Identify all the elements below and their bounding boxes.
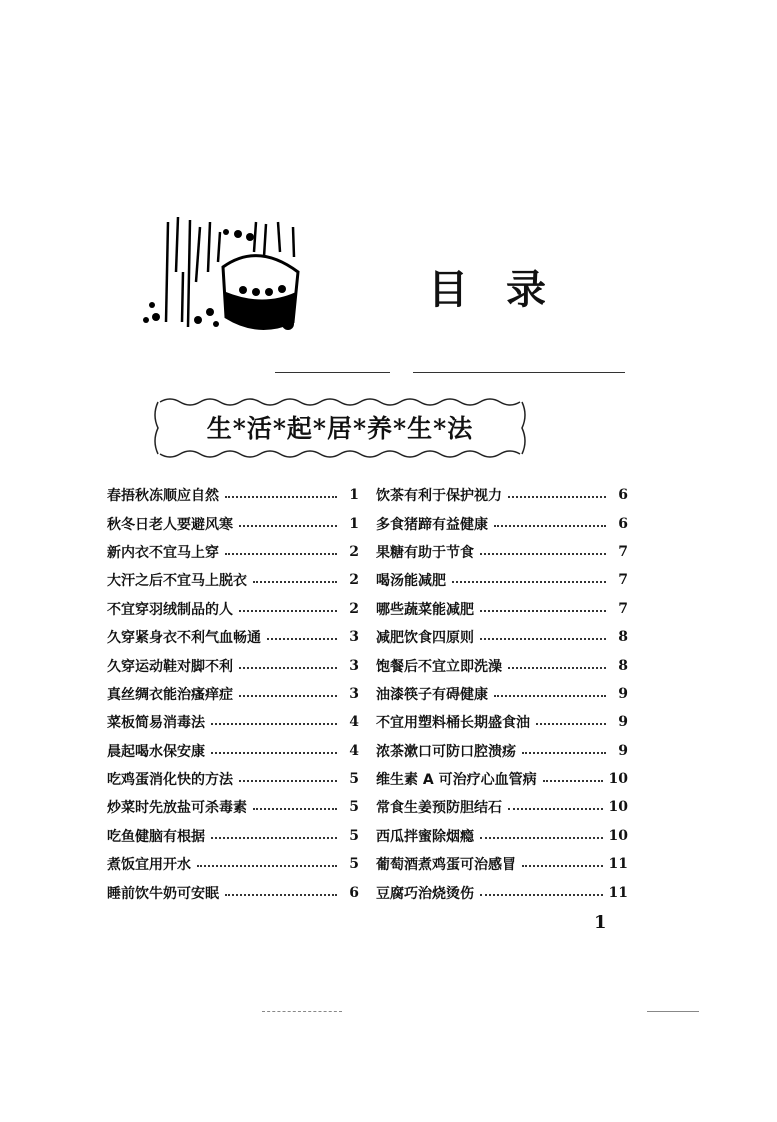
toc-entry-page: 10 <box>608 827 628 844</box>
toc-entry-title: 春捂秋冻顺应自然 <box>107 488 219 505</box>
page-number: 1 <box>594 912 607 933</box>
dot-leader <box>253 581 337 583</box>
toc-entry-page: 4 <box>349 742 359 759</box>
dot-leader <box>508 808 603 810</box>
toc-entry[interactable] <box>376 566 628 594</box>
toc-entry-title: 哪些蔬菜能减肥 <box>376 601 474 618</box>
divider <box>275 372 390 373</box>
toc-entry-title: 减肥饮食四原则 <box>376 630 474 647</box>
toc-entry[interactable] <box>107 765 359 793</box>
dot-leader <box>480 837 603 839</box>
dot-leader <box>211 752 337 754</box>
toc-entry[interactable] <box>107 822 359 850</box>
toc-entry-page: 11 <box>608 884 628 901</box>
toc-entry-page: 9 <box>618 714 628 731</box>
toc-entry-title: 常食生姜预防胆结石 <box>376 800 502 817</box>
toc-entry[interactable] <box>376 737 628 765</box>
toc-entry-page: 2 <box>349 543 359 560</box>
toc-entry-title: 真丝绸衣能治瘙痒症 <box>107 686 233 703</box>
dot-leader <box>225 894 337 896</box>
toc-entry-page: 10 <box>608 771 628 788</box>
toc-entry[interactable] <box>107 708 359 736</box>
toc-entry[interactable] <box>376 538 628 566</box>
section-banner <box>150 390 530 464</box>
dot-leader <box>239 525 337 527</box>
toc-entry-page: 3 <box>349 685 359 702</box>
toc-entry-page: 3 <box>349 657 359 674</box>
toc-entry-page: 10 <box>608 799 628 816</box>
toc-entry-title: 吃鸡蛋消化快的方法 <box>107 772 233 789</box>
toc-entry[interactable] <box>107 878 359 906</box>
toc-entry-title: 西瓜拌蜜除烟瘾 <box>376 828 474 845</box>
toc-entry[interactable] <box>376 651 628 679</box>
toc-entry-page: 5 <box>349 771 359 788</box>
toc-entry-page: 4 <box>349 714 359 731</box>
toc-entry-title: 吃鱼健脑有根据 <box>107 828 205 845</box>
toc-entry-title: 炒菜时先放盐可杀毒素 <box>107 800 247 817</box>
toc-entry-page: 7 <box>618 600 628 617</box>
dot-leader <box>508 496 606 498</box>
toc-entry-page: 6 <box>618 515 628 532</box>
toc-entry-title: 不宜穿羽绒制品的人 <box>107 601 233 618</box>
toc-entry-page: 2 <box>349 572 359 589</box>
toc-entry-page: 6 <box>349 884 359 901</box>
toc-entry-page: 1 <box>349 487 359 504</box>
toc-entry[interactable] <box>107 481 359 509</box>
toc-entry[interactable] <box>376 481 628 509</box>
toc-entry-title: 葡萄酒煮鸡蛋可治感冒 <box>376 857 516 874</box>
decorative-illustration <box>138 212 308 342</box>
toc-entry-title: 饱餐后不宜立即洗澡 <box>376 658 502 675</box>
dot-leader <box>211 837 337 839</box>
toc-entry[interactable] <box>376 822 628 850</box>
dot-leader <box>211 723 337 725</box>
toc-entry[interactable] <box>107 651 359 679</box>
divider <box>413 372 625 373</box>
toc-entry-title: 大汗之后不宜马上脱衣 <box>107 573 247 590</box>
toc-entry-page: 8 <box>618 657 628 674</box>
section-heading: 生*活*起*居*养*生*法 <box>206 414 474 443</box>
dot-leader <box>536 723 606 725</box>
dot-leader <box>494 695 606 697</box>
toc-entry[interactable] <box>107 509 359 537</box>
toc-entry-title: 新内衣不宜马上穿 <box>107 544 219 561</box>
dot-leader <box>543 780 603 782</box>
page-title: 目录 <box>428 267 584 313</box>
dot-leader <box>494 525 606 527</box>
toc-entry[interactable] <box>107 566 359 594</box>
toc-entry[interactable] <box>107 793 359 821</box>
dot-leader <box>480 894 603 896</box>
dot-leader <box>253 808 337 810</box>
dot-leader <box>522 865 603 867</box>
dot-leader <box>225 496 337 498</box>
scan-artifact <box>262 1011 342 1012</box>
dot-leader <box>480 610 606 612</box>
scan-artifact <box>647 1011 699 1012</box>
toc-left-column <box>107 481 359 907</box>
toc-entry[interactable] <box>107 680 359 708</box>
dot-leader <box>239 695 337 697</box>
toc-entry-title: 豆腐巧治烧烫伤 <box>376 885 474 902</box>
toc-entry-page: 9 <box>618 685 628 702</box>
toc-entry-title: 浓茶漱口可防口腔溃疡 <box>376 743 516 760</box>
dot-leader <box>508 667 606 669</box>
toc-entry-page: 5 <box>349 827 359 844</box>
toc-entry[interactable] <box>376 595 628 623</box>
toc-entry-page: 5 <box>349 799 359 816</box>
toc-entry-title: 睡前饮牛奶可安眠 <box>107 885 219 902</box>
dot-leader <box>267 638 337 640</box>
toc-entry[interactable] <box>107 737 359 765</box>
toc-entry[interactable] <box>107 538 359 566</box>
dot-leader <box>480 638 606 640</box>
toc-entry-title: 久穿紧身衣不利气血畅通 <box>107 630 261 647</box>
dot-leader <box>239 610 337 612</box>
toc-entry-page: 8 <box>618 629 628 646</box>
toc-entry-title: 秋冬日老人要避风寒 <box>107 516 233 533</box>
toc-entry-title: 果糖有助于节食 <box>376 544 474 561</box>
dot-leader <box>225 553 337 555</box>
toc-entry[interactable] <box>376 623 628 651</box>
toc-entry-title: 饮茶有利于保护视力 <box>376 488 502 505</box>
toc-right-column <box>376 481 628 907</box>
toc-entry[interactable] <box>376 708 628 736</box>
toc-entry-title: 煮饭宜用开水 <box>107 857 191 874</box>
toc-entry[interactable] <box>376 850 628 878</box>
toc-entry-page: 6 <box>618 487 628 504</box>
toc-entry-title: 菜板简易消毒法 <box>107 715 205 732</box>
toc-entry-page: 2 <box>349 600 359 617</box>
toc-entry-page: 1 <box>349 515 359 532</box>
toc-entry[interactable] <box>376 509 628 537</box>
dot-leader <box>522 752 606 754</box>
toc-entry-page: 11 <box>608 856 628 873</box>
toc-entry[interactable] <box>107 623 359 651</box>
toc-entry[interactable] <box>107 850 359 878</box>
toc-entry-title: 多食猪蹄有益健康 <box>376 516 488 533</box>
toc-entry-title: 维生素 A 可治疗心血管病 <box>376 772 537 789</box>
toc-entry-title: 不宜用塑料桶长期盛食油 <box>376 715 530 732</box>
toc-entry[interactable] <box>107 595 359 623</box>
dot-leader <box>452 581 606 583</box>
toc-entry-title: 久穿运动鞋对脚不利 <box>107 658 233 675</box>
dot-leader <box>197 865 337 867</box>
toc-entry-page: 9 <box>618 742 628 759</box>
toc-entry-page: 5 <box>349 856 359 873</box>
toc-entry[interactable] <box>376 878 628 906</box>
toc-entry-page: 7 <box>618 543 628 560</box>
toc-entry-page: 3 <box>349 629 359 646</box>
dot-leader <box>239 780 337 782</box>
toc-entry-title: 油漆筷子有碍健康 <box>376 686 488 703</box>
dot-leader <box>480 553 606 555</box>
toc-entry-page: 7 <box>618 572 628 589</box>
toc-entry-title: 喝汤能减肥 <box>376 573 446 590</box>
toc-entry[interactable] <box>376 793 628 821</box>
toc-entry-title: 晨起喝水保安康 <box>107 743 205 760</box>
dot-leader <box>239 667 337 669</box>
toc-entry[interactable] <box>376 680 628 708</box>
toc-entry[interactable] <box>376 765 628 793</box>
